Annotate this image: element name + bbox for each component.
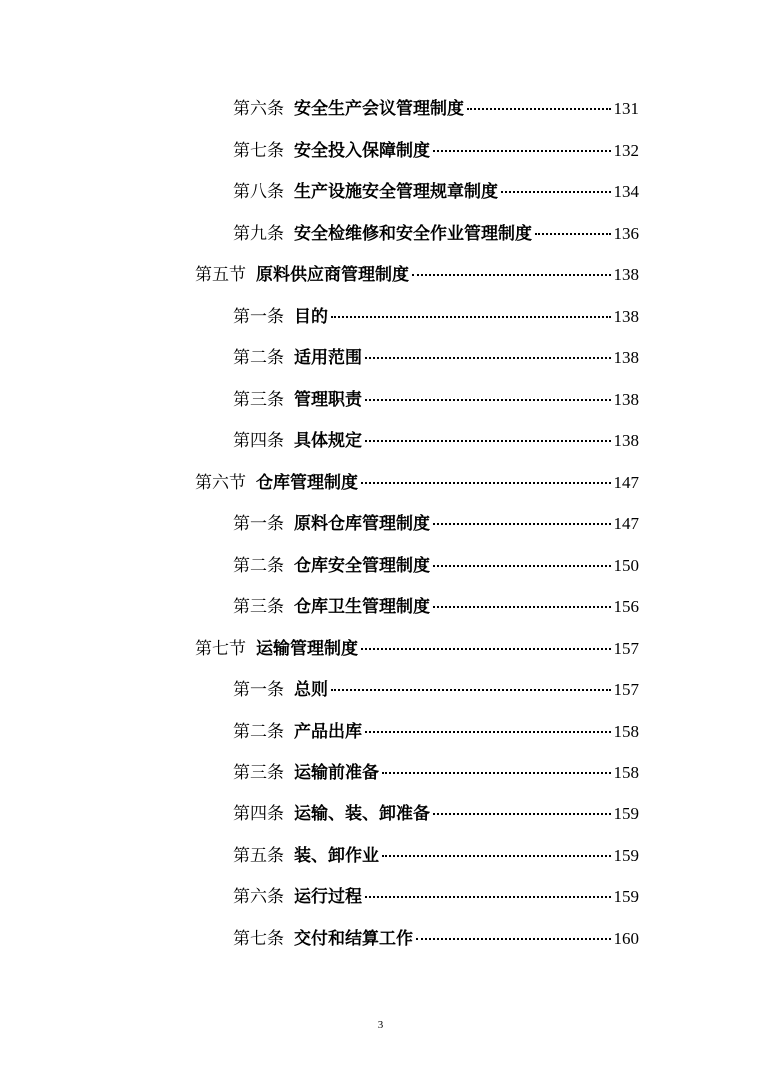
toc-entry-title: 安全投入保障制度 bbox=[294, 141, 430, 161]
toc-entry-page: 156 bbox=[613, 597, 639, 616]
toc-entry-page: 132 bbox=[613, 141, 639, 160]
toc-entry-title: 适用范围 bbox=[294, 348, 362, 368]
dot-leader bbox=[365, 398, 611, 401]
toc-entry[interactable] bbox=[233, 717, 639, 747]
toc-entry-number: 第四条 bbox=[233, 431, 284, 451]
dot-leader bbox=[416, 937, 611, 940]
toc-entry-page: 138 bbox=[613, 348, 639, 367]
dot-leader bbox=[365, 730, 611, 733]
toc-entry[interactable] bbox=[233, 675, 639, 705]
toc-entry-title: 交付和结算工作 bbox=[294, 929, 413, 949]
toc-entry-number: 第三条 bbox=[233, 763, 284, 783]
toc-section-entry[interactable] bbox=[195, 634, 639, 664]
dot-leader bbox=[433, 564, 611, 567]
toc-entry-title: 仓库管理制度 bbox=[256, 473, 358, 493]
toc-entry-number: 第六条 bbox=[233, 99, 284, 119]
dot-leader bbox=[433, 605, 611, 608]
toc-entry-page: 147 bbox=[613, 514, 639, 533]
dot-leader bbox=[331, 688, 611, 691]
toc-entry-page: 160 bbox=[613, 929, 639, 948]
toc-entry-page: 138 bbox=[613, 307, 639, 326]
dot-leader bbox=[361, 647, 611, 650]
toc-entry-page: 157 bbox=[613, 680, 639, 699]
toc-entry[interactable] bbox=[233, 592, 639, 622]
toc-entry[interactable] bbox=[233, 343, 639, 373]
toc-entry[interactable] bbox=[233, 177, 639, 207]
toc-entry-number: 第三条 bbox=[233, 390, 284, 410]
toc-entry-title: 具体规定 bbox=[294, 431, 362, 451]
toc-entry-title: 目的 bbox=[294, 307, 328, 327]
dot-leader bbox=[535, 232, 611, 235]
toc-entry-title: 安全生产会议管理制度 bbox=[294, 99, 464, 119]
toc-entry[interactable] bbox=[233, 551, 639, 581]
toc-entry[interactable] bbox=[233, 302, 639, 332]
toc-entry[interactable] bbox=[233, 882, 639, 912]
dot-leader bbox=[412, 273, 611, 276]
toc-entry-number: 第一条 bbox=[233, 307, 284, 327]
toc-entry-number: 第七条 bbox=[233, 141, 284, 161]
page-number: 3 bbox=[377, 1019, 384, 1031]
toc-entry-title: 安全检维修和安全作业管理制度 bbox=[294, 224, 532, 244]
toc-entry-title: 运输管理制度 bbox=[256, 639, 358, 659]
toc-entry-number: 第一条 bbox=[233, 680, 284, 700]
dot-leader bbox=[331, 315, 611, 318]
toc-entry-title: 产品出库 bbox=[294, 722, 362, 742]
toc-section-entry[interactable] bbox=[195, 260, 639, 290]
toc-entry-title: 管理职责 bbox=[294, 390, 362, 410]
toc-entry-number: 第二条 bbox=[233, 722, 284, 742]
toc-entry-number: 第三条 bbox=[233, 597, 284, 617]
toc-entry-page: 150 bbox=[613, 556, 639, 575]
toc-entry-page: 159 bbox=[613, 846, 639, 865]
toc-entry-title: 装、卸作业 bbox=[294, 846, 379, 866]
toc-entry-page: 138 bbox=[613, 265, 639, 284]
toc-entry-page: 157 bbox=[613, 639, 639, 658]
toc-entry-page: 138 bbox=[613, 431, 639, 450]
dot-leader bbox=[433, 812, 611, 815]
toc-entry-title: 原料供应商管理制度 bbox=[256, 265, 409, 285]
toc-entry[interactable] bbox=[233, 841, 639, 871]
toc-entry-title: 仓库卫生管理制度 bbox=[294, 597, 430, 617]
toc-entry[interactable] bbox=[233, 94, 639, 124]
toc-entry-number: 第五条 bbox=[233, 846, 284, 866]
toc-entry[interactable] bbox=[233, 924, 639, 954]
toc-entry-title: 运输前准备 bbox=[294, 763, 379, 783]
dot-leader bbox=[365, 895, 611, 898]
toc-entry-number: 第六条 bbox=[233, 887, 284, 907]
toc-entry-number: 第二条 bbox=[233, 556, 284, 576]
toc-entry-number: 第一条 bbox=[233, 514, 284, 534]
dot-leader bbox=[467, 107, 611, 110]
toc-entry-title: 仓库安全管理制度 bbox=[294, 556, 430, 576]
toc-entry[interactable] bbox=[233, 219, 639, 249]
toc-entry-page: 138 bbox=[613, 390, 639, 409]
toc-entry-page: 136 bbox=[613, 224, 639, 243]
toc-entry-page: 158 bbox=[613, 722, 639, 741]
toc-entry-number: 第八条 bbox=[233, 182, 284, 202]
toc-entry-number: 第四条 bbox=[233, 804, 284, 824]
toc-entry-title: 运行过程 bbox=[294, 887, 362, 907]
toc-entry-title: 总则 bbox=[294, 680, 328, 700]
toc-entry-number: 第六节 bbox=[195, 473, 246, 493]
toc-entry-title: 原料仓库管理制度 bbox=[294, 514, 430, 534]
toc-entry-page: 131 bbox=[613, 99, 639, 118]
toc-entry-page: 159 bbox=[613, 804, 639, 823]
toc-entry[interactable] bbox=[233, 509, 639, 539]
dot-leader bbox=[365, 356, 611, 359]
toc-entry-number: 第二条 bbox=[233, 348, 284, 368]
toc-entry[interactable] bbox=[233, 426, 639, 456]
toc-entry-number: 第七节 bbox=[195, 639, 246, 659]
toc-entry-number: 第七条 bbox=[233, 929, 284, 949]
toc-section-entry[interactable] bbox=[195, 468, 639, 498]
dot-leader bbox=[433, 149, 611, 152]
toc-entry-title: 生产设施安全管理规章制度 bbox=[294, 182, 498, 202]
dot-leader bbox=[361, 481, 611, 484]
toc-entry-number: 第五节 bbox=[195, 265, 246, 285]
dot-leader bbox=[501, 190, 611, 193]
toc-entry-number: 第九条 bbox=[233, 224, 284, 244]
dot-leader bbox=[382, 854, 611, 857]
toc-entry[interactable] bbox=[233, 758, 639, 788]
toc-entry-page: 147 bbox=[613, 473, 639, 492]
toc-entry[interactable] bbox=[233, 385, 639, 415]
toc-entry-page: 158 bbox=[613, 763, 639, 782]
dot-leader bbox=[365, 439, 611, 442]
toc-entry[interactable] bbox=[233, 799, 639, 829]
toc-entry[interactable] bbox=[233, 136, 639, 166]
toc-entry-page: 134 bbox=[613, 182, 639, 201]
toc-entry-title: 运输、装、卸准备 bbox=[294, 804, 430, 824]
dot-leader bbox=[433, 522, 611, 525]
toc-entry-page: 159 bbox=[613, 887, 639, 906]
dot-leader bbox=[382, 771, 611, 774]
